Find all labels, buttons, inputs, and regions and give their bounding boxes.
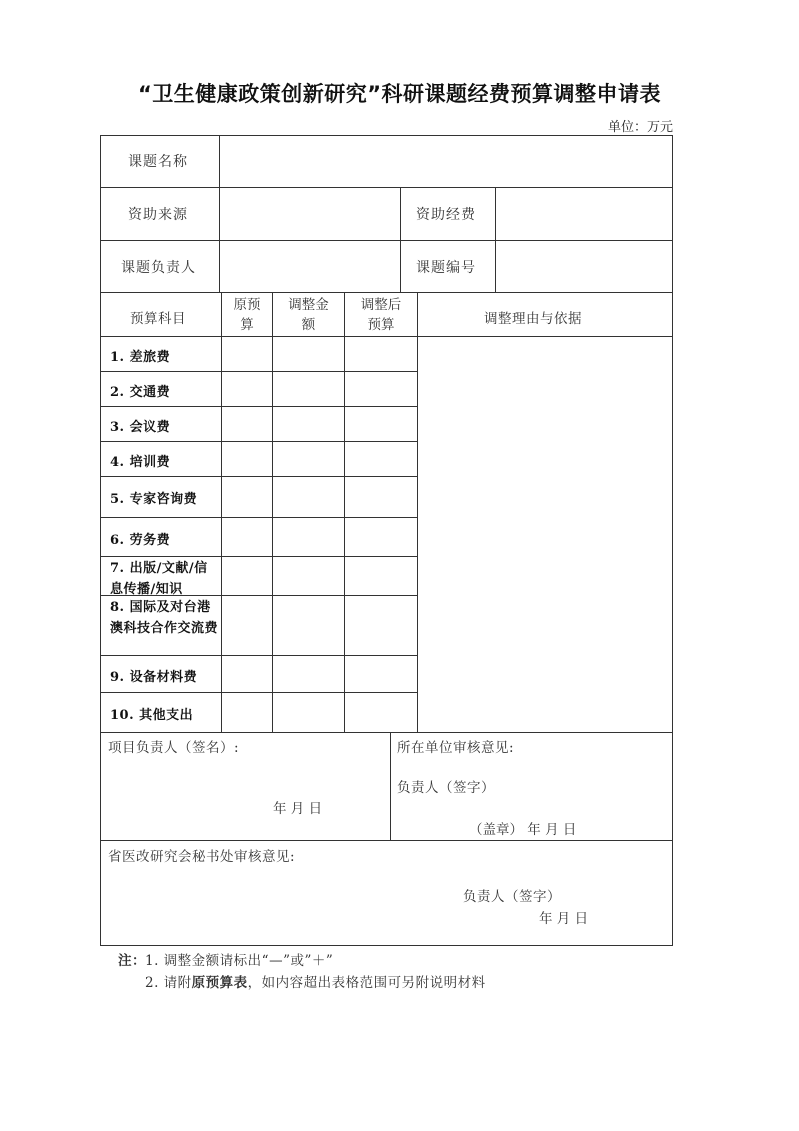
unit-leader-sign: 负责人（签字） [397,780,495,796]
funding-source-field[interactable] [222,192,397,237]
reason-field[interactable] [420,339,670,729]
adjust-amount-header: 调整金 额 [288,297,329,333]
budget-item-other: 10. 其他支出 [110,708,194,723]
project-leader-field[interactable] [222,245,397,289]
budget-item-meeting: 3. 会议费 [110,420,171,435]
province-review-label: 省医改研究会秘书处审核意见: [108,849,296,865]
unit-review-label: 所在单位审核意见: [397,740,515,756]
province-date: 年 月 日 [539,911,589,927]
budget-item-expert: 5. 专家咨询费 [110,492,198,507]
budget-subject-header: 预算科目 [130,311,186,327]
budget-item-travel: 1. 差旅费 [110,350,171,365]
funding-source-label: 资助来源 [128,207,188,223]
page-title: “卫生健康政策创新研究”科研课题经费预算调整申请表 [137,82,662,106]
budget-item-international: 8. 国际及对台港澳科技合作交流费 [110,600,219,636]
budget-item-transport: 2. 交通费 [110,385,171,400]
project-name-field[interactable] [222,140,670,184]
project-name-label: 课题名称 [128,154,188,170]
funding-amount-field[interactable] [498,192,670,237]
unit-seal-date: （盖章） 年 月 日 [469,822,577,838]
reason-header: 调整理由与依据 [484,311,582,327]
unit-label: 单位：万元 [608,120,674,135]
note-line-1: 1. 调整金额请标出“—”或”＋” [145,953,334,969]
budget-item-publication: 7. 出版/文献/信息传播/知识 [110,561,208,595]
note-line-2: 2. 请附原预算表，如内容超出表格范围可另附说明材料 [145,975,486,991]
project-leader-label: 课题负责人 [121,260,196,276]
notes-label: 注： [118,953,146,969]
budget-item-training: 4. 培训费 [110,455,171,470]
funding-amount-label: 资助经费 [416,207,476,223]
project-number-label: 课题编号 [416,260,476,276]
leader-sign-date: 年 月 日 [273,801,323,817]
budget-item-labor: 6. 劳务费 [110,533,171,548]
original-budget-header: 原预 算 [233,297,261,333]
leader-sign-label: 项目负责人（签名）: [108,740,240,756]
project-number-field[interactable] [498,245,670,289]
budget-item-equipment: 9. 设备材料费 [110,670,198,685]
adjusted-budget-header: 调整后 预算 [360,297,402,333]
province-leader-sign: 负责人（签字） [463,889,561,905]
